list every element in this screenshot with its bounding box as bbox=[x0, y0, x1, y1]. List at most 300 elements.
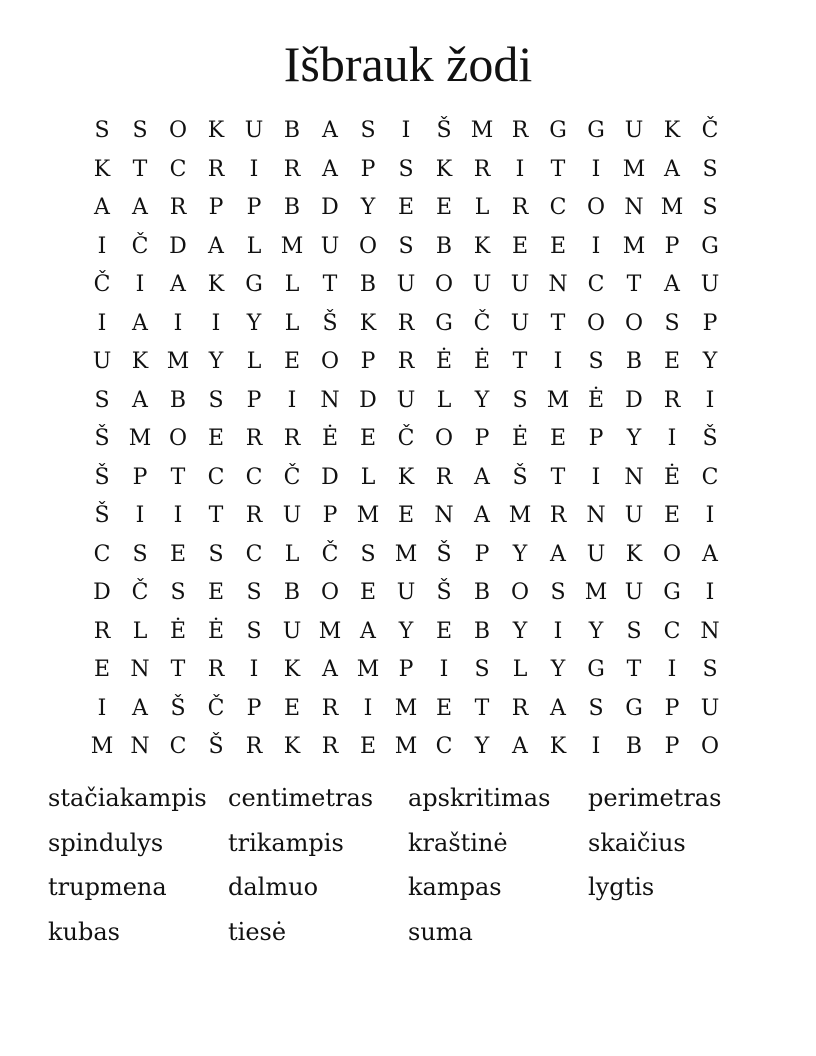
grid-letter[interactable]: T bbox=[550, 310, 566, 336]
grid-letter[interactable]: A bbox=[322, 156, 338, 182]
grid-letter[interactable]: I bbox=[705, 503, 715, 528]
grid-letter[interactable]: Ė bbox=[473, 349, 491, 374]
grid-letter[interactable]: U bbox=[624, 503, 644, 528]
grid-letter[interactable]: Č bbox=[397, 426, 415, 451]
grid-letter[interactable]: O bbox=[624, 310, 644, 336]
grid-letter[interactable]: Š bbox=[436, 541, 452, 567]
grid-letter[interactable]: P bbox=[246, 387, 262, 413]
grid-letter[interactable]: R bbox=[321, 734, 339, 759]
grid-letter[interactable]: A bbox=[550, 541, 566, 567]
grid-letter[interactable]: A bbox=[512, 734, 528, 759]
grid-letter[interactable]: M bbox=[622, 156, 646, 182]
grid-letter[interactable]: I bbox=[173, 503, 183, 528]
grid-letter[interactable]: K bbox=[625, 541, 643, 567]
grid-letter[interactable]: P bbox=[398, 657, 414, 682]
grid-letter[interactable]: P bbox=[132, 464, 148, 490]
grid-letter[interactable]: Y bbox=[474, 387, 490, 413]
grid-letter[interactable]: Č bbox=[131, 580, 149, 605]
grid-letter[interactable]: R bbox=[435, 464, 453, 490]
grid-letter[interactable]: U bbox=[92, 349, 112, 374]
grid-letter[interactable]: I bbox=[591, 156, 601, 182]
grid-letter[interactable]: Y bbox=[626, 426, 642, 451]
grid-letter[interactable]: S bbox=[208, 541, 224, 567]
grid-letter[interactable]: T bbox=[322, 272, 338, 297]
grid-letter[interactable]: I bbox=[401, 118, 411, 143]
grid-letter[interactable]: E bbox=[359, 734, 377, 759]
grid-letter[interactable]: N bbox=[434, 503, 454, 528]
grid-letter[interactable]: E bbox=[397, 503, 415, 528]
grid-letter[interactable]: C bbox=[701, 464, 719, 490]
grid-letter[interactable]: S bbox=[702, 657, 718, 682]
grid-letter[interactable]: P bbox=[664, 734, 680, 759]
grid-letter[interactable]: S bbox=[360, 118, 376, 143]
grid-letter[interactable]: Č bbox=[283, 464, 301, 490]
grid-letter[interactable]: Š bbox=[436, 118, 452, 143]
grid-letter[interactable]: N bbox=[624, 195, 644, 220]
grid-letter[interactable]: A bbox=[170, 272, 186, 297]
grid-letter[interactable]: P bbox=[474, 426, 490, 451]
grid-letter[interactable]: R bbox=[207, 657, 225, 682]
grid-letter[interactable]: K bbox=[283, 657, 301, 682]
grid-letter[interactable]: R bbox=[283, 156, 301, 182]
grid-letter[interactable]: C bbox=[169, 734, 187, 759]
grid-letter[interactable]: Š bbox=[94, 464, 110, 490]
grid-letter[interactable]: Š bbox=[512, 464, 528, 490]
grid-letter[interactable]: G bbox=[435, 310, 453, 336]
grid-letter[interactable]: O bbox=[700, 734, 720, 759]
grid-letter[interactable]: I bbox=[591, 233, 601, 259]
grid-letter[interactable]: I bbox=[97, 310, 107, 336]
grid-letter[interactable]: T bbox=[550, 156, 566, 182]
grid-letter[interactable]: A bbox=[664, 156, 680, 182]
word-item[interactable]: trikampis bbox=[228, 828, 344, 857]
grid-letter[interactable]: M bbox=[394, 734, 418, 759]
word-item[interactable]: skaičius bbox=[588, 828, 686, 857]
grid-letter[interactable]: M bbox=[660, 195, 684, 220]
grid-letter[interactable]: B bbox=[283, 118, 301, 143]
grid-letter[interactable]: S bbox=[398, 156, 414, 182]
grid-letter[interactable]: P bbox=[360, 156, 376, 182]
grid-letter[interactable]: P bbox=[664, 233, 680, 259]
grid-letter[interactable]: Č bbox=[473, 310, 491, 336]
grid-letter[interactable]: E bbox=[283, 349, 301, 374]
grid-letter[interactable]: S bbox=[664, 310, 680, 336]
grid-letter[interactable]: O bbox=[434, 426, 454, 451]
grid-letter[interactable]: C bbox=[169, 156, 187, 182]
grid-letter[interactable]: L bbox=[132, 618, 148, 644]
grid-letter[interactable]: D bbox=[321, 464, 339, 490]
grid-letter[interactable]: S bbox=[360, 541, 376, 567]
grid-letter[interactable]: P bbox=[246, 695, 262, 721]
grid-letter[interactable]: I bbox=[363, 695, 373, 721]
grid-letter[interactable]: Č bbox=[701, 118, 719, 143]
grid-letter[interactable]: S bbox=[94, 118, 110, 143]
grid-letter[interactable]: E bbox=[435, 195, 453, 220]
grid-letter[interactable]: S bbox=[512, 387, 528, 413]
grid-letter[interactable]: N bbox=[130, 657, 150, 682]
grid-letter[interactable]: O bbox=[510, 580, 530, 605]
grid-letter[interactable]: Š bbox=[208, 734, 224, 759]
grid-letter[interactable]: I bbox=[591, 464, 601, 490]
grid-letter[interactable]: I bbox=[553, 618, 563, 644]
grid-letter[interactable]: M bbox=[166, 349, 190, 374]
grid-letter[interactable]: M bbox=[394, 695, 418, 721]
grid-letter[interactable]: U bbox=[510, 272, 530, 297]
grid-letter[interactable]: L bbox=[246, 233, 262, 259]
grid-letter[interactable]: E bbox=[359, 426, 377, 451]
grid-letter[interactable]: C bbox=[93, 541, 111, 567]
grid-letter[interactable]: R bbox=[245, 426, 263, 451]
grid-letter[interactable]: A bbox=[132, 387, 148, 413]
grid-letter[interactable]: R bbox=[549, 503, 567, 528]
grid-letter[interactable]: R bbox=[511, 195, 529, 220]
grid-letter[interactable]: S bbox=[208, 387, 224, 413]
grid-letter[interactable]: O bbox=[320, 580, 340, 605]
grid-letter[interactable]: A bbox=[322, 118, 338, 143]
grid-letter[interactable]: C bbox=[245, 541, 263, 567]
grid-letter[interactable]: M bbox=[394, 541, 418, 567]
grid-letter[interactable]: C bbox=[245, 464, 263, 490]
grid-letter[interactable]: I bbox=[705, 580, 715, 605]
grid-letter[interactable]: Y bbox=[474, 734, 490, 759]
grid-letter[interactable]: S bbox=[702, 156, 718, 182]
grid-letter[interactable]: B bbox=[283, 195, 301, 220]
grid-letter[interactable]: A bbox=[702, 541, 718, 567]
grid-letter[interactable]: S bbox=[132, 118, 148, 143]
grid-letter[interactable]: E bbox=[359, 580, 377, 605]
grid-letter[interactable]: K bbox=[549, 734, 567, 759]
grid-letter[interactable]: K bbox=[207, 272, 225, 297]
grid-letter[interactable]: O bbox=[168, 118, 188, 143]
grid-letter[interactable]: I bbox=[249, 156, 259, 182]
grid-letter[interactable]: Ė bbox=[169, 618, 187, 644]
grid-letter[interactable]: D bbox=[169, 233, 187, 259]
grid-letter[interactable]: Č bbox=[131, 233, 149, 259]
word-item[interactable]: stačiakampis bbox=[48, 784, 207, 812]
word-item[interactable]: perimetras bbox=[588, 784, 722, 812]
grid-letter[interactable]: R bbox=[207, 156, 225, 182]
grid-letter[interactable]: U bbox=[320, 233, 340, 259]
grid-letter[interactable]: T bbox=[512, 349, 528, 374]
grid-letter[interactable]: I bbox=[97, 233, 107, 259]
grid-letter[interactable]: S bbox=[94, 387, 110, 413]
grid-letter[interactable]: O bbox=[320, 349, 340, 374]
word-item[interactable]: dalmuo bbox=[228, 873, 319, 901]
grid-letter[interactable]: B bbox=[283, 580, 301, 605]
grid-letter[interactable]: U bbox=[396, 580, 416, 605]
grid-letter[interactable]: I bbox=[515, 156, 525, 182]
grid-letter[interactable]: Č bbox=[207, 695, 225, 721]
grid-letter[interactable]: G bbox=[625, 695, 643, 721]
grid-letter[interactable]: T bbox=[132, 156, 148, 182]
grid-letter[interactable]: P bbox=[702, 310, 718, 336]
grid-letter[interactable]: S bbox=[588, 695, 604, 721]
grid-letter[interactable]: O bbox=[586, 310, 606, 336]
word-item[interactable]: suma bbox=[408, 917, 473, 946]
grid-letter[interactable]: K bbox=[663, 118, 681, 143]
grid-letter[interactable]: A bbox=[322, 657, 338, 682]
grid-letter[interactable]: R bbox=[245, 734, 263, 759]
grid-letter[interactable]: B bbox=[473, 580, 491, 605]
grid-letter[interactable]: R bbox=[397, 310, 415, 336]
grid-letter[interactable]: U bbox=[282, 503, 302, 528]
grid-letter[interactable]: G bbox=[587, 657, 605, 682]
grid-letter[interactable]: L bbox=[474, 195, 490, 220]
grid-letter[interactable]: K bbox=[435, 156, 453, 182]
grid-letter[interactable]: I bbox=[667, 657, 677, 682]
grid-letter[interactable]: U bbox=[472, 272, 492, 297]
word-item[interactable]: centimetras bbox=[228, 784, 374, 812]
grid-letter[interactable]: U bbox=[624, 118, 644, 143]
grid-letter[interactable]: T bbox=[170, 464, 186, 490]
grid-letter[interactable]: Y bbox=[588, 618, 604, 644]
grid-letter[interactable]: T bbox=[550, 464, 566, 490]
grid-letter[interactable]: I bbox=[439, 657, 449, 682]
grid-letter[interactable]: T bbox=[626, 272, 642, 297]
grid-letter[interactable]: Š bbox=[702, 426, 718, 451]
grid-letter[interactable]: T bbox=[170, 657, 186, 682]
grid-letter[interactable]: G bbox=[701, 233, 719, 259]
word-item[interactable]: tiesė bbox=[228, 917, 287, 946]
grid-letter[interactable]: S bbox=[170, 580, 186, 605]
grid-letter[interactable]: E bbox=[511, 233, 529, 259]
grid-letter[interactable]: B bbox=[435, 233, 453, 259]
grid-letter[interactable]: R bbox=[245, 503, 263, 528]
grid-letter[interactable]: G bbox=[245, 272, 263, 297]
grid-letter[interactable]: A bbox=[664, 272, 680, 297]
grid-letter[interactable]: T bbox=[474, 695, 490, 721]
grid-letter[interactable]: M bbox=[546, 387, 570, 413]
grid-letter[interactable]: S bbox=[626, 618, 642, 644]
grid-letter[interactable]: Y bbox=[702, 349, 718, 374]
grid-letter[interactable]: E bbox=[207, 426, 225, 451]
grid-letter[interactable]: I bbox=[591, 734, 601, 759]
grid-letter[interactable]: R bbox=[169, 195, 187, 220]
grid-letter[interactable]: U bbox=[510, 310, 530, 336]
grid-letter[interactable]: O bbox=[662, 541, 682, 567]
grid-letter[interactable]: D bbox=[321, 195, 339, 220]
grid-letter[interactable]: R bbox=[473, 156, 491, 182]
grid-letter[interactable]: A bbox=[132, 695, 148, 721]
grid-letter[interactable]: O bbox=[168, 426, 188, 451]
grid-letter[interactable]: K bbox=[473, 233, 491, 259]
grid-letter[interactable]: Ė bbox=[435, 349, 453, 374]
grid-letter[interactable]: L bbox=[284, 272, 300, 297]
grid-letter[interactable]: P bbox=[664, 695, 680, 721]
grid-letter[interactable]: L bbox=[246, 349, 262, 374]
grid-letter[interactable]: L bbox=[512, 657, 528, 682]
grid-letter[interactable]: M bbox=[128, 426, 152, 451]
grid-letter[interactable]: S bbox=[588, 349, 604, 374]
grid-letter[interactable]: P bbox=[588, 426, 604, 451]
grid-letter[interactable]: D bbox=[93, 580, 111, 605]
grid-letter[interactable]: I bbox=[173, 310, 183, 336]
grid-letter[interactable]: U bbox=[282, 618, 302, 644]
grid-letter[interactable]: N bbox=[320, 387, 340, 413]
grid-letter[interactable]: M bbox=[356, 657, 380, 682]
grid-letter[interactable]: A bbox=[550, 695, 566, 721]
grid-letter[interactable]: E bbox=[549, 233, 567, 259]
grid-letter[interactable]: Č bbox=[321, 541, 339, 567]
grid-letter[interactable]: R bbox=[283, 426, 301, 451]
grid-letter[interactable]: B bbox=[359, 272, 377, 297]
grid-letter[interactable]: M bbox=[356, 503, 380, 528]
grid-letter[interactable]: S bbox=[132, 541, 148, 567]
grid-letter[interactable]: A bbox=[474, 464, 490, 490]
grid-letter[interactable]: N bbox=[548, 272, 568, 297]
grid-letter[interactable]: Š bbox=[436, 580, 452, 605]
grid-letter[interactable]: U bbox=[244, 118, 264, 143]
grid-letter[interactable]: Š bbox=[94, 503, 110, 528]
grid-letter[interactable]: Y bbox=[398, 618, 414, 644]
grid-letter[interactable]: U bbox=[586, 541, 606, 567]
grid-letter[interactable]: M bbox=[584, 580, 608, 605]
grid-letter[interactable]: Y bbox=[208, 349, 224, 374]
word-item[interactable]: spindulys bbox=[48, 828, 164, 857]
grid-letter[interactable]: E bbox=[169, 541, 187, 567]
grid-letter[interactable]: C bbox=[435, 734, 453, 759]
grid-letter[interactable]: I bbox=[705, 387, 715, 413]
grid-letter[interactable]: A bbox=[360, 618, 376, 644]
grid-letter[interactable]: S bbox=[398, 233, 414, 259]
grid-letter[interactable]: O bbox=[586, 195, 606, 220]
grid-letter[interactable]: B bbox=[625, 734, 643, 759]
grid-letter[interactable]: S bbox=[246, 580, 262, 605]
grid-letter[interactable]: I bbox=[97, 695, 107, 721]
grid-letter[interactable]: N bbox=[130, 734, 150, 759]
grid-letter[interactable]: M bbox=[622, 233, 646, 259]
grid-letter[interactable]: M bbox=[318, 618, 342, 644]
grid-letter[interactable]: K bbox=[359, 310, 377, 336]
grid-letter[interactable]: A bbox=[132, 195, 148, 220]
grid-letter[interactable]: E bbox=[435, 618, 453, 644]
grid-letter[interactable]: A bbox=[208, 233, 224, 259]
grid-letter[interactable]: P bbox=[208, 195, 224, 220]
grid-letter[interactable]: M bbox=[470, 118, 494, 143]
grid-letter[interactable]: L bbox=[284, 310, 300, 336]
grid-letter[interactable]: S bbox=[246, 618, 262, 644]
grid-letter[interactable]: G bbox=[587, 118, 605, 143]
grid-letter[interactable]: E bbox=[663, 349, 681, 374]
grid-letter[interactable]: Ė bbox=[663, 464, 681, 490]
grid-letter[interactable]: Y bbox=[512, 541, 528, 567]
word-item[interactable]: kubas bbox=[48, 917, 120, 946]
grid-letter[interactable]: N bbox=[624, 464, 644, 490]
grid-letter[interactable]: I bbox=[553, 349, 563, 374]
grid-letter[interactable]: U bbox=[396, 387, 416, 413]
grid-letter[interactable]: P bbox=[322, 503, 338, 528]
grid-letter[interactable]: R bbox=[511, 695, 529, 721]
grid-letter[interactable]: S bbox=[702, 195, 718, 220]
grid-letter[interactable]: E bbox=[435, 695, 453, 721]
grid-letter[interactable]: G bbox=[549, 118, 567, 143]
grid-letter[interactable]: T bbox=[208, 503, 224, 528]
grid-letter[interactable]: R bbox=[397, 349, 415, 374]
grid-letter[interactable]: I bbox=[667, 426, 677, 451]
grid-letter[interactable]: C bbox=[587, 272, 605, 297]
word-item[interactable]: trupmena bbox=[48, 873, 167, 901]
grid-letter[interactable]: E bbox=[663, 503, 681, 528]
grid-letter[interactable]: R bbox=[511, 118, 529, 143]
grid-letter[interactable]: S bbox=[550, 580, 566, 605]
grid-letter[interactable]: B bbox=[169, 387, 187, 413]
grid-letter[interactable]: Y bbox=[550, 657, 566, 682]
grid-letter[interactable]: Y bbox=[360, 195, 376, 220]
word-item[interactable]: kampas bbox=[408, 873, 502, 901]
grid-letter[interactable]: Y bbox=[512, 618, 528, 644]
grid-letter[interactable]: R bbox=[93, 618, 111, 644]
grid-letter[interactable]: Č bbox=[93, 272, 111, 297]
grid-letter[interactable]: B bbox=[625, 349, 643, 374]
grid-letter[interactable]: A bbox=[94, 195, 110, 220]
word-item[interactable]: kraštinė bbox=[408, 828, 508, 857]
grid-letter[interactable]: B bbox=[473, 618, 491, 644]
grid-letter[interactable]: L bbox=[436, 387, 452, 413]
grid-letter[interactable]: Ė bbox=[511, 426, 529, 451]
grid-letter[interactable]: O bbox=[434, 272, 454, 297]
grid-letter[interactable]: M bbox=[508, 503, 532, 528]
grid-letter[interactable]: A bbox=[474, 503, 490, 528]
grid-letter[interactable]: E bbox=[397, 195, 415, 220]
grid-letter[interactable]: U bbox=[700, 695, 720, 721]
grid-letter[interactable]: D bbox=[625, 387, 643, 413]
grid-letter[interactable]: P bbox=[474, 541, 490, 567]
grid-letter[interactable]: C bbox=[549, 195, 567, 220]
grid-letter[interactable]: I bbox=[249, 657, 259, 682]
grid-letter[interactable]: C bbox=[207, 464, 225, 490]
grid-letter[interactable]: M bbox=[90, 734, 114, 759]
grid-letter[interactable]: L bbox=[360, 464, 376, 490]
grid-letter[interactable]: Š bbox=[170, 695, 186, 721]
grid-letter[interactable]: N bbox=[700, 618, 720, 644]
word-item[interactable]: apskritimas bbox=[408, 784, 551, 812]
grid-letter[interactable]: O bbox=[358, 233, 378, 259]
grid-letter[interactable]: U bbox=[700, 272, 720, 297]
grid-letter[interactable]: M bbox=[280, 233, 304, 259]
grid-letter[interactable]: P bbox=[246, 195, 262, 220]
grid-letter[interactable]: U bbox=[396, 272, 416, 297]
grid-letter[interactable]: K bbox=[93, 156, 111, 182]
grid-letter[interactable]: K bbox=[207, 118, 225, 143]
grid-letter[interactable]: I bbox=[287, 387, 297, 413]
grid-letter[interactable]: L bbox=[284, 541, 300, 567]
grid-letter[interactable]: G bbox=[663, 580, 681, 605]
grid-letter[interactable]: Ė bbox=[587, 387, 605, 413]
grid-letter[interactable]: Y bbox=[246, 310, 262, 336]
grid-letter[interactable]: T bbox=[626, 657, 642, 682]
grid-letter[interactable]: Š bbox=[322, 310, 338, 336]
grid-letter[interactable]: R bbox=[663, 387, 681, 413]
grid-letter[interactable]: I bbox=[211, 310, 221, 336]
grid-letter[interactable]: K bbox=[283, 734, 301, 759]
grid-letter[interactable]: C bbox=[663, 618, 681, 644]
word-item[interactable]: lygtis bbox=[588, 873, 655, 901]
grid-letter[interactable]: S bbox=[474, 657, 490, 682]
grid-letter[interactable]: P bbox=[360, 349, 376, 374]
grid-letter[interactable]: R bbox=[321, 695, 339, 721]
grid-letter[interactable]: Ė bbox=[321, 426, 339, 451]
grid-letter[interactable]: I bbox=[135, 503, 145, 528]
grid-letter[interactable]: N bbox=[586, 503, 606, 528]
grid-letter[interactable]: U bbox=[624, 580, 644, 605]
grid-letter[interactable]: A bbox=[132, 310, 148, 336]
grid-letter[interactable]: K bbox=[131, 349, 149, 374]
grid-letter[interactable]: E bbox=[549, 426, 567, 451]
grid-letter[interactable]: Ė bbox=[207, 618, 225, 644]
grid-letter[interactable]: E bbox=[283, 695, 301, 721]
grid-letter[interactable]: I bbox=[135, 272, 145, 297]
grid-letter[interactable]: Š bbox=[94, 426, 110, 451]
